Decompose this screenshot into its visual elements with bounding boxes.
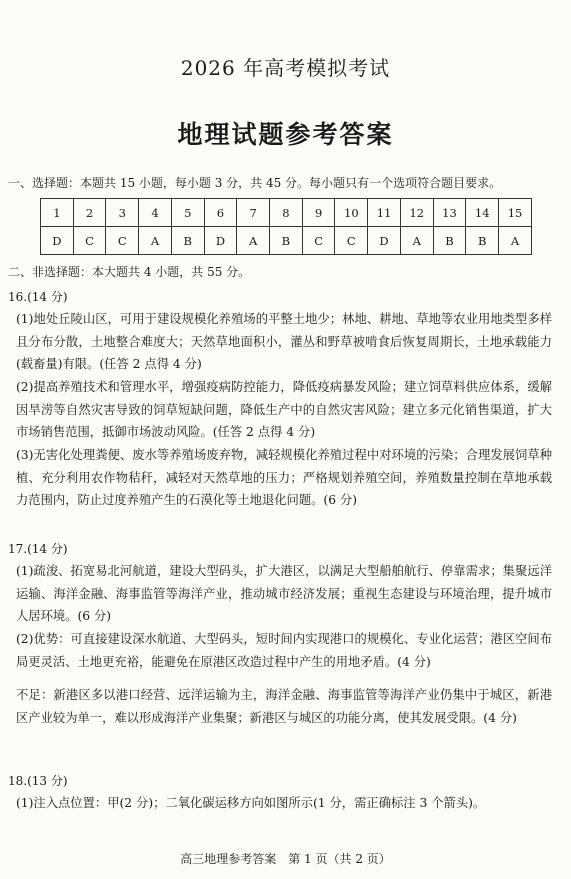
answer-letter: C xyxy=(106,227,139,255)
section2-heading: 二、非选择题：本大题共 4 小题，共 55 分。 xyxy=(8,265,251,279)
question-number: 3 xyxy=(106,199,139,227)
answer-letter: A xyxy=(499,227,532,255)
q16-heading: 16.(14 分) xyxy=(8,290,68,304)
question-number: 8 xyxy=(270,199,303,227)
answer-letter: A xyxy=(237,227,270,255)
q16-answer-3: (3)无害化处理粪便、废水等养殖场废弃物，减轻规模化养殖过程中对环境的污染；合理发展饲草种植、充分利用农作物秸秆，减轻对天然草地的压力；严格规划养殖空间，养殖数量控制在草地承载力范围内，防止过度养殖产生的石漠化等土地退化问题。(6 分) xyxy=(16,448,552,507)
answer-letter: B xyxy=(171,227,204,255)
section1-heading: 一、选择题：本题共 15 小题，每小题 3 分，共 45 分。每小题只有一个选项符合题目要求。 xyxy=(8,176,502,190)
answer-letter: A xyxy=(139,227,172,255)
q17-heading: 17.(14 分) xyxy=(8,542,68,556)
answer-letter: D xyxy=(204,227,237,255)
document-title: 地理试题参考答案 xyxy=(177,120,394,149)
question-number: 10 xyxy=(335,199,368,227)
question-number: 12 xyxy=(400,199,433,227)
answer-letter: C xyxy=(302,227,335,255)
answer-letter: A xyxy=(400,227,433,255)
question-number: 4 xyxy=(139,199,172,227)
q18-heading: 18.(13 分) xyxy=(8,774,68,788)
question-number: 5 xyxy=(171,199,204,227)
question-number: 2 xyxy=(73,199,106,227)
answer-letter: D xyxy=(41,227,74,255)
question-number: 14 xyxy=(466,199,499,227)
q17-answer-3: 不足：新港区多以港口经营、远洋运输为主，海洋金融、海事监管等海洋产业仍集中于城区，新港区产业较为单一，难以形成海洋产业集聚；新港区与城区的功能分离，使其发展受限。(4 分) xyxy=(16,688,552,725)
q17-answer-2: (2)优势：可直接建设深水航道、大型码头，短时间内实现港口的规模化、专业化运营；港区空间布局更灵活、土地更充裕，能避免在原港区改造过程中产生的用地矛盾。(4 分) xyxy=(16,632,552,669)
answer-letter: C xyxy=(73,227,106,255)
q16-answer-2: (2)提高养殖技术和管理水平，增强疫病防控能力，降低疫病暴发风险；建立饲草料供应体系，缓解因旱涝等自然灾害导致的饲草短缺问题，降低生产中的自然灾害风险；建立多元化销售渠道，扩大市场销售范围，抵御市场波动风险。(任答 2 点得 4 分) xyxy=(16,380,552,439)
answer-letter: B xyxy=(466,227,499,255)
question-number: 6 xyxy=(204,199,237,227)
answer-letter: C xyxy=(335,227,368,255)
question-number: 9 xyxy=(302,199,335,227)
answer-table xyxy=(40,198,532,255)
answer-letter: D xyxy=(368,227,401,255)
question-number: 1 xyxy=(41,199,74,227)
q18-answer-1: (1)注入点位置：甲(2 分)；二氧化碳运移方向如图所示(1 分，需正确标注 3 个箭头)。 xyxy=(16,796,486,810)
page-footer: 高三地理参考答案 第 1 页（共 2 页） xyxy=(180,852,391,866)
q17-answer-1: (1)疏浚、拓宽易北河航道，建设大型码头，扩大港区，以满足大型船舶航行、停靠需求；集聚远洋运输、海洋金融、海事监管等海洋产业，推动城市经济发展；重视生态建设与环境治理，提升城市人居环境。(6 分) xyxy=(16,564,552,623)
answer-letter: B xyxy=(270,227,303,255)
answer-letter: B xyxy=(433,227,466,255)
exam-title: 2026 年高考模拟考试 xyxy=(180,56,391,80)
question-number: 7 xyxy=(237,199,270,227)
question-number: 11 xyxy=(368,199,401,227)
answer-row xyxy=(41,227,532,255)
question-number: 13 xyxy=(433,199,466,227)
q16-answer-1: (1)地处丘陵山区，可用于建设规模化养殖场的平整土地少；林地、耕地、草地等农业用地类型多样且分布分散，土地整合难度大；天然草地面积小，灌丛和野草被啃食后恢复周期长，土地承载能力(载畜量)有限。(任答 2 点得 4 分) xyxy=(16,312,552,371)
question-number-row xyxy=(41,199,532,227)
question-number: 15 xyxy=(499,199,532,227)
